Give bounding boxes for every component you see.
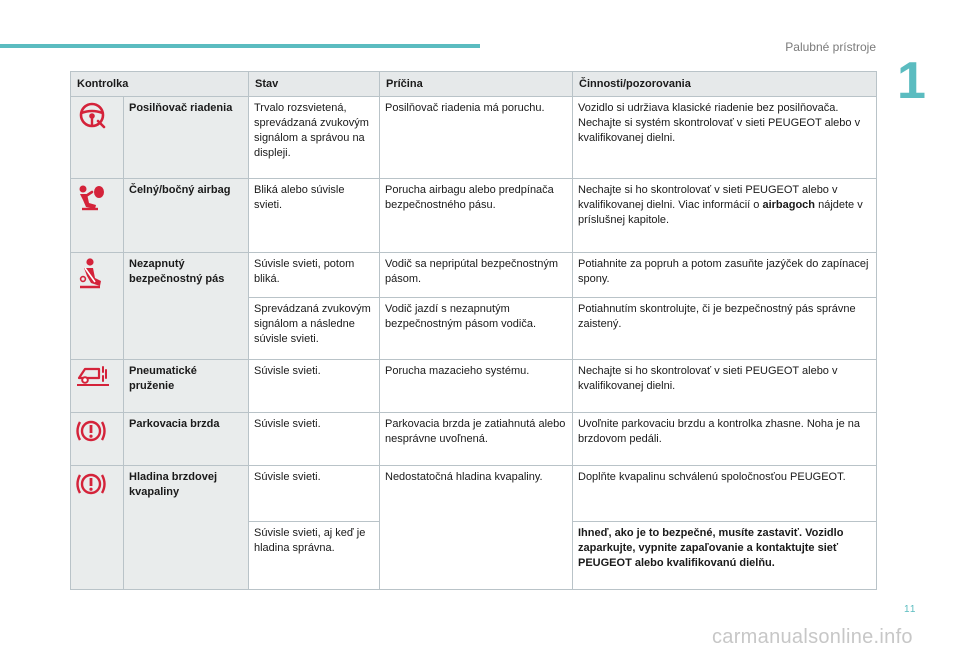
- table-row: [71, 413, 877, 466]
- cause-cell: Posilňovač riadenia má poruchu.: [380, 97, 573, 179]
- state-cell: Trvalo rozsvietená, sprevádzaná zvukovým signálom a správou na displeji.: [249, 97, 380, 179]
- warning-light-name: Posilňovač riadenia: [124, 97, 249, 179]
- warning-light-name: Hladina brzdovej kvapaliny: [124, 466, 249, 590]
- table-header-row: [71, 72, 877, 97]
- cause-cell: Parkovacia brzda je zatiahnutá alebo nesprávne uvoľnená.: [380, 413, 573, 466]
- state-cell: Súvisle svieti.: [249, 466, 380, 522]
- watermark-text: carmanualsonline.info: [712, 626, 913, 648]
- cause-cell: Vodič jazdí s nezapnutým bezpečnostným pásom vodiča.: [380, 298, 573, 360]
- page-number: 11: [904, 604, 917, 615]
- table-row: [71, 360, 877, 413]
- table-row: [71, 179, 877, 253]
- table-row: [71, 466, 877, 522]
- state-cell: Súvisle svieti, aj keď je hladina správna.: [249, 522, 380, 590]
- action-bold-text: airbagoch: [762, 199, 816, 211]
- cause-cell: Porucha mazacieho systému.: [380, 360, 573, 413]
- warning-light-name: Parkovacia brzda: [124, 413, 249, 466]
- column-header-pricina: Príčina: [380, 72, 573, 97]
- warning-light-name: Nezapnutý bezpečnostný pás: [124, 253, 249, 360]
- action-cell: Vozidlo si udržiava klasické riadenie bez posilňovača. Nechajte si systém skontrolovať v sieti PEUGEOT alebo v kvalifikovanej dielni.: [573, 97, 877, 179]
- brake-fluid-icon: [76, 470, 106, 498]
- action-text: nájdete v príslušnej kapitole.: [578, 199, 863, 226]
- steering-wheel-icon: [76, 101, 108, 129]
- warning-light-name: Čelný/bočný airbag: [124, 179, 249, 253]
- column-header-cinnosti: Činnosti/pozorovania: [573, 72, 877, 97]
- state-cell: Súvisle svieti.: [249, 360, 380, 413]
- column-header-kontrolka: Kontrolka: [71, 72, 249, 97]
- cause-cell: Vodič sa nepripútal bezpečnostným pásom.: [380, 253, 573, 298]
- cause-cell: Porucha airbagu alebo predpínača bezpečnostného pásu.: [380, 179, 573, 253]
- action-cell: [573, 179, 877, 253]
- action-cell: Doplňte kvapalinu schválenú spoločnosťou PEUGEOT.: [573, 466, 877, 522]
- action-text: Nechajte si ho skontrolovať v sieti PEUGEOT alebo v kvalifikovanej dielni. Viac informácií o: [578, 184, 838, 211]
- icon-cell: [71, 466, 124, 590]
- state-cell: Súvisle svieti, potom bliká.: [249, 253, 380, 298]
- action-cell: Potiahnutím skontrolujte, či je bezpečnostný pás správne zaistený.: [573, 298, 877, 360]
- parking-brake-icon: [76, 417, 106, 445]
- icon-cell: [71, 413, 124, 466]
- table-row: [71, 253, 877, 298]
- suspension-icon: [76, 364, 110, 386]
- warning-lights-table: [70, 71, 877, 590]
- warning-light-name: Pneumatické pruženie: [124, 360, 249, 413]
- action-cell: Ihneď, ako je to bezpečné, musíte zastaviť. Vozidlo zaparkujte, vypnite zapaľovanie a kontaktujte sieť PEUGEOT alebo kvalifikovanú dielňu.: [573, 522, 877, 590]
- column-header-stav: Stav: [249, 72, 380, 97]
- action-cell: Potiahnite za popruh a potom zasuňte jazýček do zapínacej spony.: [573, 253, 877, 298]
- section-title: Palubné prístroje: [785, 40, 876, 54]
- header-accent-bar: [0, 44, 480, 48]
- cause-cell: Nedostatočná hladina kvapaliny.: [380, 466, 573, 590]
- action-cell: Uvoľnite parkovaciu brzdu a kontrolka zhasne. Noha je na brzdovom pedáli.: [573, 413, 877, 466]
- table-row: [71, 97, 877, 179]
- action-cell: Nechajte si ho skontrolovať v sieti PEUGEOT alebo v kvalifikovanej dielni.: [573, 360, 877, 413]
- state-cell: Bliká alebo súvisle svieti.: [249, 179, 380, 253]
- chapter-number: 1: [897, 52, 926, 110]
- airbag-icon: [76, 183, 108, 213]
- state-cell: Súvisle svieti.: [249, 413, 380, 466]
- icon-cell: [71, 360, 124, 413]
- seatbelt-icon: [76, 257, 106, 289]
- state-cell: Sprevádzaná zvukovým signálom a následne súvisle svieti.: [249, 298, 380, 360]
- icon-cell: [71, 253, 124, 360]
- icon-cell: [71, 179, 124, 253]
- icon-cell: [71, 97, 124, 179]
